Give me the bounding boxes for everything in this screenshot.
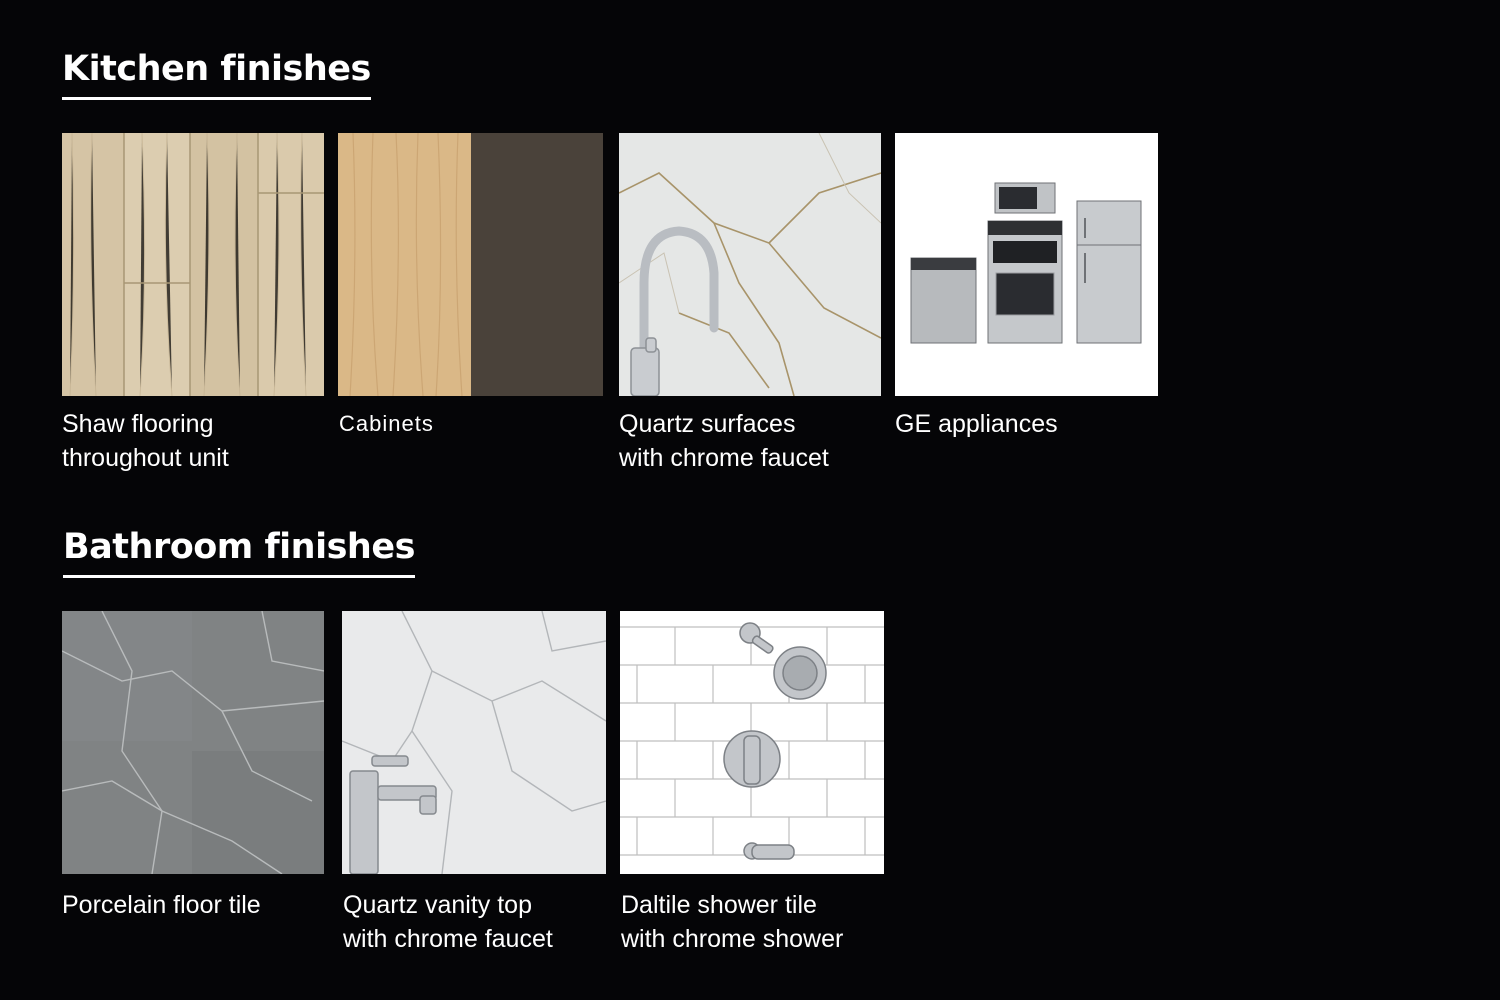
flooring-swatch-icon bbox=[62, 133, 324, 396]
flooring-caption: Shaw flooring throughout unit bbox=[62, 410, 229, 472]
quartz-faucet-icon bbox=[619, 133, 881, 396]
porcelain-tile-icon bbox=[62, 611, 324, 874]
vanity-caption: Quartz vanity top with chrome faucet bbox=[343, 891, 553, 953]
kitchen-finishes-heading: Kitchen finishes bbox=[62, 52, 371, 100]
shower-tile-icon bbox=[620, 611, 884, 874]
cabinet-swatch-icon bbox=[338, 133, 603, 396]
appliances-icon bbox=[895, 133, 1158, 396]
bathroom-finishes-heading: Bathroom finishes bbox=[63, 530, 415, 578]
porcelain-caption: Porcelain floor tile bbox=[62, 891, 261, 919]
shower-caption: Daltile shower tile with chrome shower bbox=[621, 891, 844, 953]
appliances-caption: GE appliances bbox=[895, 410, 1058, 438]
vanity-faucet-icon bbox=[342, 611, 606, 874]
cabinets-caption: Cabinets bbox=[339, 411, 434, 436]
quartz-caption: Quartz surfaces with chrome faucet bbox=[619, 410, 829, 472]
